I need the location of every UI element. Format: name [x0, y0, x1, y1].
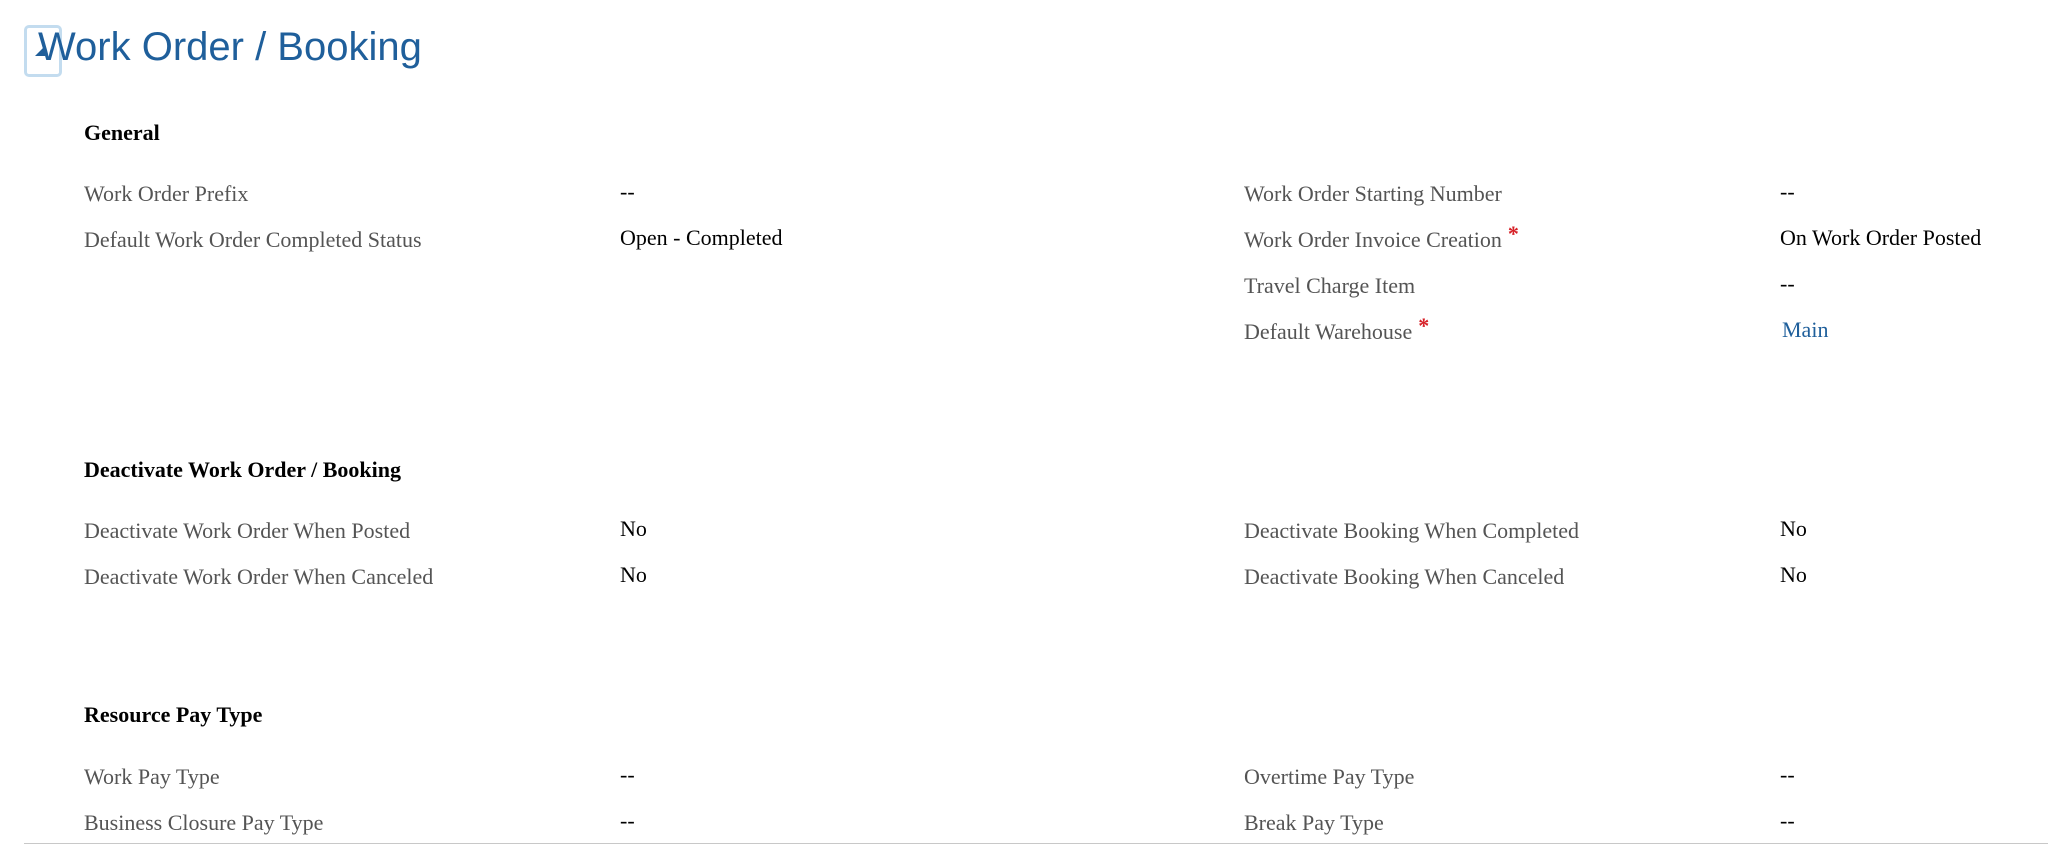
work-pay-type-value[interactable]: --	[620, 762, 635, 787]
default-completed-status-value[interactable]: Open - Completed	[620, 225, 783, 250]
default-warehouse-label	[1244, 313, 1430, 345]
business-closure-pay-type-value[interactable]: --	[620, 808, 635, 833]
deactivate-booking-canceled-label: Deactivate Booking When Canceled	[1244, 564, 1565, 589]
section-title: Work Order / Booking	[38, 25, 422, 69]
deactivate-booking-canceled-value[interactable]: No	[1780, 562, 1807, 587]
starting-number-value[interactable]: --	[1780, 179, 1795, 204]
work-order-prefix-label: Work Order Prefix	[84, 181, 249, 206]
group-title-resource-pay-type: Resource Pay Type	[84, 702, 263, 727]
default-warehouse-label-text: Default Warehouse	[1244, 319, 1413, 344]
work-order-prefix-value[interactable]: --	[620, 179, 635, 204]
section-header[interactable]	[24, 24, 422, 78]
default-warehouse-link[interactable]: Main	[1782, 317, 1829, 342]
deactivate-booking-completed-label: Deactivate Booking When Completed	[1244, 518, 1580, 543]
invoice-creation-label	[1244, 221, 1519, 253]
business-closure-pay-type-label: Business Closure Pay Type	[84, 810, 324, 835]
deactivate-wo-posted-value[interactable]: No	[620, 516, 647, 541]
group-title-deactivate: Deactivate Work Order / Booking	[84, 457, 401, 482]
required-asterisk: *	[1507, 221, 1519, 246]
overtime-pay-type-value[interactable]: --	[1780, 762, 1795, 787]
work-pay-type-label: Work Pay Type	[84, 764, 220, 789]
default-completed-status-label: Default Work Order Completed Status	[84, 227, 422, 252]
required-asterisk: *	[1418, 313, 1430, 338]
deactivate-wo-posted-label: Deactivate Work Order When Posted	[84, 518, 411, 543]
bottom-divider	[24, 843, 2048, 844]
break-pay-type-value[interactable]: --	[1780, 808, 1795, 833]
deactivate-booking-completed-value[interactable]: No	[1780, 516, 1807, 541]
invoice-creation-value[interactable]: On Work Order Posted	[1780, 225, 1982, 250]
break-pay-type-label: Break Pay Type	[1244, 810, 1384, 835]
overtime-pay-type-label: Overtime Pay Type	[1244, 764, 1415, 789]
starting-number-label: Work Order Starting Number	[1244, 181, 1502, 206]
travel-charge-item-label: Travel Charge Item	[1244, 273, 1416, 298]
deactivate-wo-canceled-value[interactable]: No	[620, 562, 647, 587]
invoice-creation-label-text: Work Order Invoice Creation	[1244, 227, 1502, 252]
travel-charge-item-value[interactable]: --	[1780, 271, 1795, 296]
group-title-general: General	[84, 120, 160, 145]
deactivate-wo-canceled-label: Deactivate Work Order When Canceled	[84, 564, 434, 589]
